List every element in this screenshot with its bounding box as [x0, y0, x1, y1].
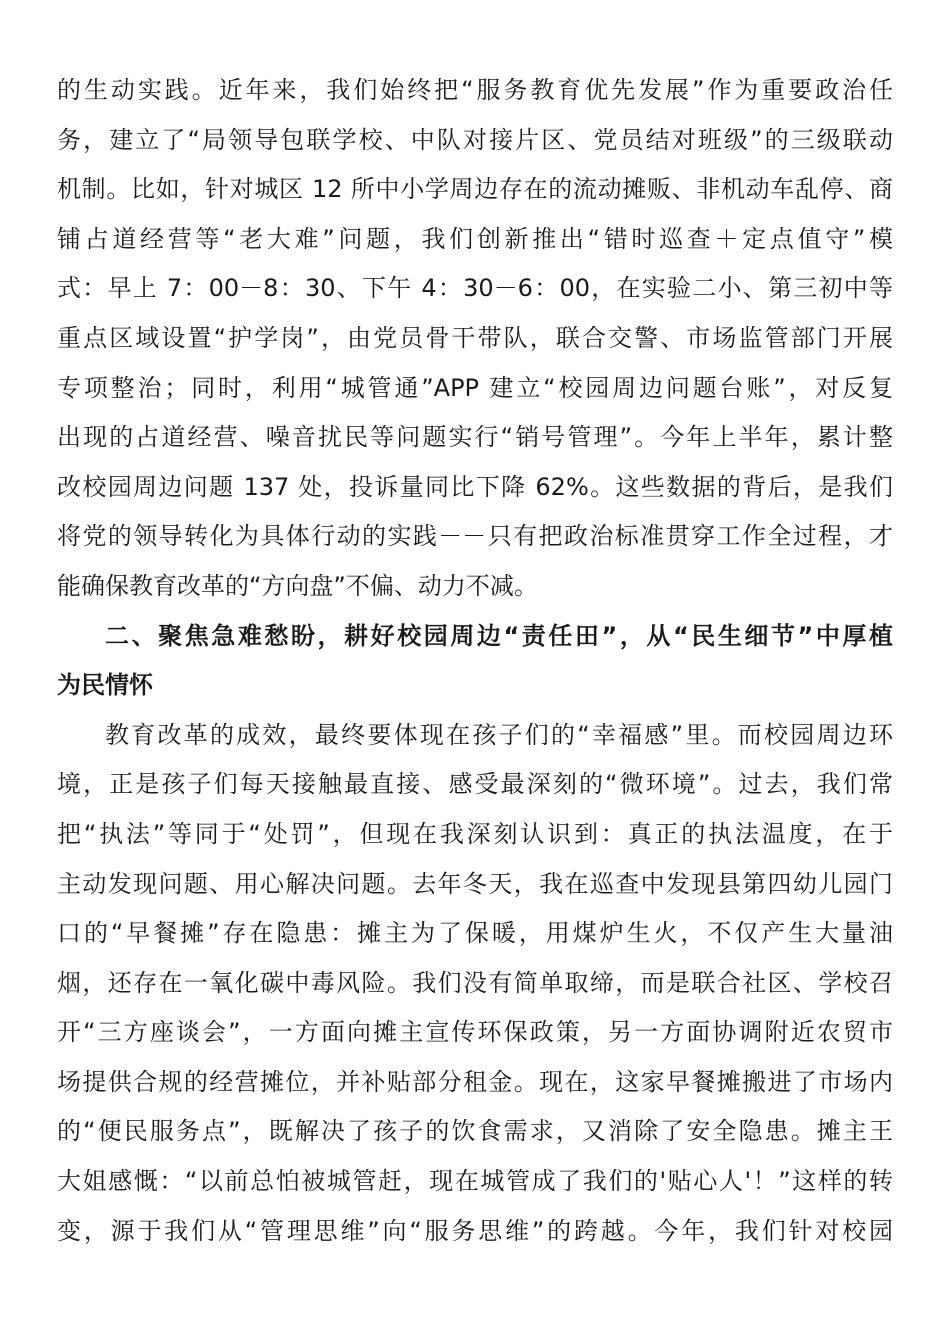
paragraph-1 — [57, 66, 893, 612]
text-line: 铺占道经营等“老大难”问题，我们创新推出“错时巡查＋定点值守”模 — [57, 224, 893, 253]
text-line: 式：早上 7：00－8：30、下午 4：30－6：00，在实验二小、第三初中等 — [57, 274, 893, 303]
text-line: 改校园周边问题 137 处，投诉量同比下降 62%。这些数据的背后，是我们 — [57, 472, 893, 501]
text-line: 把“执法”等同于“处罚”，但现在我深刻认识到：真正的执法温度，在于 — [57, 819, 893, 848]
section-heading — [57, 612, 893, 711]
text-line: 开“三方座谈会”，一方面向摊主宣传环保政策，另一方面协调附近农贸市 — [57, 1018, 893, 1047]
text-line: 变，源于我们从“管理思维”向“服务思维”的跨越。今年，我们针对校园 — [57, 1216, 893, 1245]
text-line: 能确保教育改革的“方向盘”不偏、动力不减。 — [57, 571, 538, 600]
text-line: 机制。比如，针对城区 12 所中小学周边存在的流动摊贩、非机动车乱停、商 — [57, 175, 893, 204]
text-line: 的“便民服务点”，既解决了孩子的饮食需求，又消除了安全隐患。摊主王 — [57, 1117, 893, 1146]
paragraph-2 — [57, 711, 893, 1257]
text-line: 主动发现问题、用心解决问题。去年冬天，我在巡查中发现县第四幼儿园门 — [57, 869, 893, 898]
text-line: 场提供合规的经营摊位，并补贴部分租金。现在，这家早餐摊搬进了市场内 — [57, 1067, 893, 1096]
heading-line: 为民情怀 — [57, 671, 153, 700]
text-line: 专项整治；同时，利用“城管通”APP 建立“校园周边问题台账”，对反复 — [57, 373, 893, 402]
text-line: 烟，还存在一氧化碳中毒风险。我们没有简单取缔，而是联合社区、学校召 — [57, 968, 893, 997]
document-page — [57, 66, 893, 1256]
text-line: 境，正是孩子们每天接触最直接、感受最深刻的“微环境”。过去，我们常 — [57, 770, 893, 799]
text-line: 教育改革的成效，最终要体现在孩子们的“幸福感”里。而校园周边环 — [105, 720, 893, 749]
text-line: 重点区域设置“护学岗”，由党员骨干带队，联合交警、市场监管部门开展 — [57, 323, 893, 352]
heading-line: 二、聚焦急难愁盼，耕好校园周边“责任田”，从“民生细节”中厚植 — [105, 621, 893, 650]
text-line: 口的“早餐摊”存在隐患：摊主为了保暖，用煤炉生火，不仅产生大量油 — [57, 919, 893, 948]
text-line: 出现的占道经营、噪音扰民等问题实行“销号管理”。今年上半年，累计整 — [57, 423, 893, 452]
text-line: 大姐感慨：“以前总怕被城管赶，现在城管成了我们的'贴心人'！”这样的转 — [57, 1167, 893, 1196]
text-line: 务，建立了“局领导包联学校、中队对接片区、党员结对班级”的三级联动 — [57, 125, 893, 154]
text-line: 的生动实践。近年来，我们始终把“服务教育优先发展”作为重要政治任 — [57, 76, 893, 104]
text-line: 将党的领导转化为具体行动的实践－－只有把政治标准贯穿工作全过程，才 — [57, 522, 893, 551]
